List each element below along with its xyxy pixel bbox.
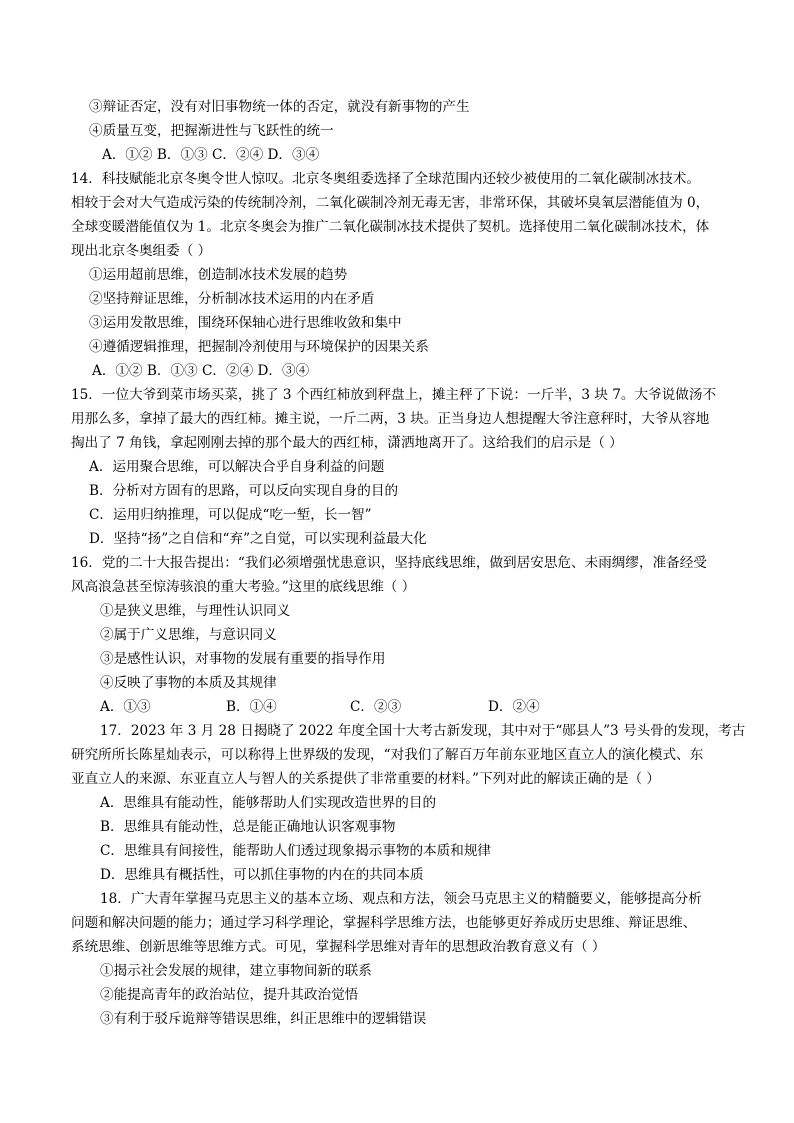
q15-stem-line-3: 掏出了 7 角钱，拿起刚刚去掉的那个最大的西红柿，潇洒地离开了。这给我们的启示是（ ） xyxy=(71,435,623,451)
q14-stem-line-2: 相较于会对大气造成污染的传统制冷剂，二氧化碳制冷剂无毒无害，非常环保，其破坏臭氧层潜能值为 0， xyxy=(71,195,710,211)
q16-option-b: B．①④ xyxy=(226,699,277,715)
q16-option-c: C．②③ xyxy=(350,699,402,715)
q17-stem-line-3: 亚直立人的来源、东亚直立人与智人的关系提供了非常重要的材料。”下列对此的解读正确的是（ ） xyxy=(71,771,660,787)
q18-item-2: ②能提高青年的政治站位，提升其政治觉悟 xyxy=(100,987,359,1003)
q13-item-3: ③辩证否定，没有对旧事物统一体的否定，就没有新事物的产生 xyxy=(89,99,470,115)
q16-item-3: ③是感性认识，对事物的发展有重要的指导作用 xyxy=(100,651,386,667)
q15-stem-line-1: 15．一位大爷到菜市场买菜，挑了 3 个西红柿放到秤盘上，摊主秤了下说：一斤半，3 块 7。大爷说做汤不 xyxy=(71,387,717,403)
q14-item-3: ③运用发散思维，围绕环保轴心进行思维收敛和集中 xyxy=(89,315,402,331)
q15-option-b: B．分析对方固有的思路，可以反向实现自身的目的 xyxy=(89,483,399,499)
q14-item-1: ①运用超前思维，创造制冰技术发展的趋势 xyxy=(89,267,348,283)
q13-item-4: ④质量互变，把握渐进性与飞跃性的统一 xyxy=(89,123,334,139)
q15-option-c: C．运用归纳推理，可以促成“吃一堑，长一智” xyxy=(89,507,372,523)
q15-option-d: D．坚持“扬”之自信和“弃”之自觉，可以实现利益最大化 xyxy=(89,531,427,547)
q16-item-4: ④反映了事物的本质及其规律 xyxy=(100,675,277,691)
q15-option-a: A．运用聚合思维，可以解决合乎自身利益的问题 xyxy=(89,459,385,475)
q14-stem-line-1: 14．科技赋能北京冬奥令世人惊叹。北京冬奥组委选择了全球范围内还较少被使用的二氧化碳制冰技术。 xyxy=(71,171,701,187)
q18-stem-line-2: 问题和解决问题的能力；通过学习科学理论，掌握科学思维方法，也能够更好养成历史思维、辩证思维、 xyxy=(71,915,697,931)
q16-stem-line-2: 风高浪急甚至惊涛骇浪的重大考验。”这里的底线思维（ ） xyxy=(71,579,416,595)
q15-stem-line-2: 用那么多，拿掉了最大的西红柿。摊主说，一斤二两，3 块。正当身边人想提醒大爷注意秤时，大爷从容地 xyxy=(71,411,710,427)
q14-stem-line-4: 现出北京冬奥组委（ ） xyxy=(71,243,212,259)
q14-stem-line-3: 全球变暖潜能值仅为 1。北京冬奥会为推广二氧化碳制冰技术提供了契机。选择使用二氧化碳制冰技术，体 xyxy=(71,219,710,235)
q18-item-3: ③有利于驳斥诡辩等错误思维，纠正思维中的逻辑错误 xyxy=(100,1011,427,1027)
q16-item-1: ①是狭义思维，与理性认识同义 xyxy=(100,603,291,619)
q18-item-1: ①揭示社会发展的规律，建立事物间新的联系 xyxy=(100,963,372,979)
q16-option-a: A．①③ xyxy=(100,699,151,715)
q17-option-d: D．思维具有概括性，可以抓住事物的内在的共同本质 xyxy=(100,867,424,883)
q14-item-4: ④遵循逻辑推理，把握制冷剂使用与环境保护的因果关系 xyxy=(89,339,429,355)
q17-stem-line-1: 17．2023 年 3 月 28 日揭晓了 2022 年度全国十大考古新发现，其中对于“郧县人”3 号头骨的发现，考古 xyxy=(100,723,746,739)
q16-item-2: ②属于广义思维，与意识同义 xyxy=(100,627,277,643)
q14-item-2: ②坚持辩证思维，分析制冰技术运用的内在矛盾 xyxy=(89,291,375,307)
q18-stem-line-1: 18．广大青年掌握马克思主义的基本立场、观点和方法，领会马克思主义的精髓要义，能够提高分析 xyxy=(100,891,702,907)
q13-options: A．①② B．①③ C．②④ D．③④ xyxy=(102,147,320,163)
q17-stem-line-2: 研究所所长陈星灿表示，可以称得上世界级的发现，“对我们了解百万年前东亚地区直立人的演化模式、东 xyxy=(71,747,704,763)
q18-stem-line-3: 系统思维、创新思维等思维方式。可见，掌握科学思维对青年的思想政治教育意义有（ ） xyxy=(71,939,606,955)
q17-option-a: A．思维具有能动性，能够帮助人们实现改造世界的目的 xyxy=(100,795,437,811)
q17-option-c: C．思维具有间接性，能帮助人们透过现象揭示事物的本质和规律 xyxy=(100,843,492,859)
q17-option-b: B．思维具有能动性，总是能正确地认识客观事物 xyxy=(100,819,396,835)
q16-stem-line-1: 16．党的二十大报告提出：“我们必须增强忧患意识，坚持底线思维，做到居安思危、未雨绸缪，准备经受 xyxy=(71,555,707,571)
q14-options: A．①② B．①③ C．②④ D．③④ xyxy=(92,363,310,379)
q16-option-d: D．②④ xyxy=(488,699,540,715)
